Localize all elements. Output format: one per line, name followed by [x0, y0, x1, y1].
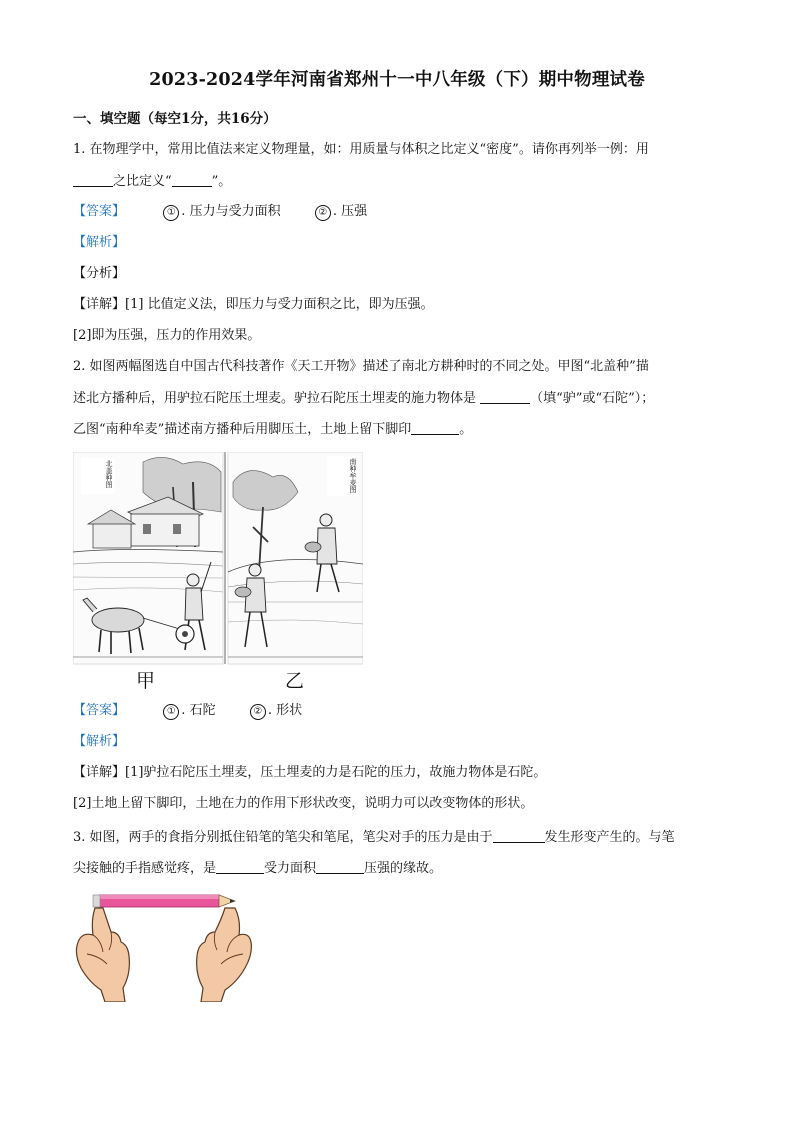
- q3-line1: [73, 828, 675, 847]
- q1-answer: 【答案】 ① . 压力与受力面积 ② . 压强: [73, 204, 368, 219]
- section-heading: 一、填空题（每空1分，共16分）: [73, 111, 277, 127]
- q1-line2-end: ”。: [211, 174, 232, 189]
- pencil-hands-figure: [73, 890, 253, 1002]
- q3-blank-3: [316, 859, 364, 874]
- q1-answer-2: 压强: [341, 204, 368, 219]
- right-hand-icon: [197, 908, 252, 1002]
- q3-blank-1: [493, 828, 545, 843]
- left-hand-icon: [76, 908, 129, 1002]
- q2-line2-a: 述北方播种后，用驴拉石陀压土埋麦。驴拉石陀压土埋麦的施力物体是: [73, 391, 477, 406]
- q3-line2-c: 压强的缘故。: [364, 861, 443, 876]
- woodcut-illustration: [73, 452, 363, 667]
- analysis-tag: 【解析】: [73, 235, 126, 250]
- inset-title-right: 南种牟麦图: [349, 458, 357, 493]
- q1-detail-2: [2]即为压强，压力的作用效果。: [73, 328, 261, 343]
- q3-line1-a: 3. 如图，两手的食指分别抵住铅笔的笔尖和笔尾，笔尖对手的压力是由于: [73, 830, 493, 845]
- q1-answer-1: 压力与受力面积: [189, 204, 281, 219]
- page-title: 2023-2024学年河南省郑州十一中八年级（下）期中物理试卷: [149, 70, 645, 90]
- circled-number: ②: [315, 205, 331, 221]
- q3-line2-a: 尖接触的手指感觉疼，是: [73, 861, 217, 876]
- q2-detail-1-text: [1]驴拉石陀压土埋麦，压土埋麦的力是石陀的压力，故施力物体是石陀。: [125, 765, 547, 780]
- q2-line3-b: 。: [459, 422, 473, 437]
- q1-line2: [73, 172, 231, 191]
- q3-line2: [73, 859, 442, 878]
- inset-title-left: 北盖种图: [105, 460, 113, 488]
- q1-blank-2: [172, 172, 212, 187]
- q1-detail-1-text: [1] 比值定义法，即压力与受力面积之比，即为压强。: [125, 297, 434, 312]
- q3-line1-b: 发生形变产生的。与笔: [544, 830, 675, 845]
- q2-blank-1: [480, 389, 530, 404]
- q1-line2-mid: 之比定义“: [113, 174, 172, 189]
- answer-tag: 【答案】: [73, 204, 126, 219]
- q2-line3: [73, 420, 472, 439]
- q1-blank-1: [73, 172, 113, 187]
- detail-tag: 【详解】: [73, 765, 126, 780]
- circled-number: ①: [163, 704, 179, 720]
- detail-tag: 【详解】: [73, 297, 126, 312]
- figure-label-jia: 甲: [136, 670, 156, 692]
- q3-blank-2: [216, 859, 264, 874]
- q2-detail-2: [2]土地上留下脚印，土地在力的作用下形状改变，说明力可以改变物体的形状。: [73, 796, 534, 811]
- fenxi-tag: 【分析】: [73, 266, 126, 281]
- q3-line2-b: 受力面积: [264, 861, 317, 876]
- circled-number: ②: [250, 704, 266, 720]
- q1-line1: 1. 在物理学中，常用比值法来定义物理量，如：用质量与体积之比定义“密度”。请你再列举一例：用: [73, 142, 649, 157]
- q2-blank-2: [411, 420, 459, 435]
- q2-answer-1: 石陀: [189, 703, 216, 718]
- q2-answer: 【答案】 ① . 石陀 ② . 形状: [73, 703, 303, 718]
- q2-answer-2: 形状: [276, 703, 303, 718]
- tiangong-kaiwu-figure: [73, 452, 363, 692]
- q2-line1: 2. 如图两幅图选自中国古代科技著作《天工开物》描述了南北方耕种时的不同之处。甲图“北盖种”描: [73, 359, 649, 374]
- q1-detail-1: [73, 296, 434, 314]
- figure-label-yi: 乙: [285, 670, 305, 692]
- q2-detail-1: [73, 764, 546, 782]
- analysis-tag: 【解析】: [73, 734, 126, 749]
- q2-line2-b: （填“驴”或“石陀”）；: [530, 391, 655, 406]
- answer-tag: 【答案】: [73, 703, 126, 718]
- q2-line2: [73, 389, 654, 408]
- circled-number: ①: [163, 205, 179, 221]
- pencil-hands-illustration: [73, 890, 253, 1002]
- q2-line3-a: 乙图“南种牟麦”描述南方播种后用脚压土，土地上留下脚印: [73, 422, 412, 437]
